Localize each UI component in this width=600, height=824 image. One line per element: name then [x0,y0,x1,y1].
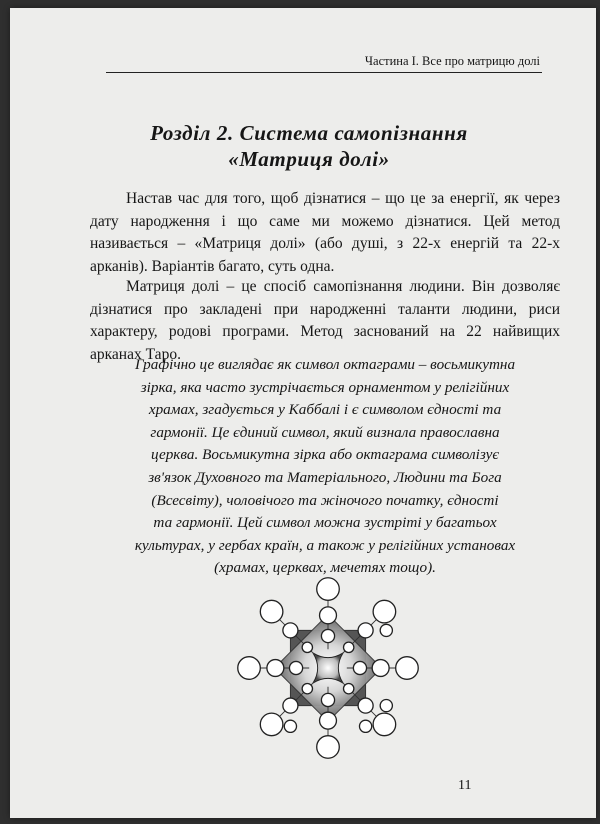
italic-line: церква. Восьмикутна зірка або октаграма символізує [150,446,499,464]
italic-quote-block [90,354,560,580]
paragraph-text: Матриця долі – це спосіб самопізнання людини. Він дозволяє дізнатися про закладені при народженні таланти людини, риси характеру, родові програми. Метод заснований на 22 найвищих арканах Таро. [90,278,560,363]
italic-line: та гармонії. Цей символ можна зустріті у багатьох [153,514,497,532]
body-paragraph-1 [90,188,560,278]
chapter-title-line-2: «Матриця долі» [228,147,390,171]
running-header: Частина I. Все про матрицю долі [364,54,540,68]
paragraph-text: Настав час для того, щоб дізнатися – що це за енергії, як через дату народження і що саме ми можемо дізнатися. Цей метод називається – «Матриця долі» (або душі, з 22-х енергій та 22-х арканів). Варіантів багато, суть одна. [90,190,560,275]
italic-line: зірка, яка часто зустрічається орнаментом у релігійних [140,378,510,396]
chapter-title [70,120,548,172]
header-rule [106,72,542,73]
book-page [10,8,596,818]
italic-line: зв'язок Духовного та Матеріального, Людини та Бога [148,468,502,486]
italic-line: (храмах, церквах, мечетях тощо). [214,559,436,577]
italic-line: храмах, згадується у Каббалі і є символом єдності та [148,401,502,419]
chapter-title-line-1: Розділ 2. Система самопізнання [150,121,468,145]
octagram-matrix-icon [234,574,422,762]
body-paragraph-2 [90,276,560,366]
italic-line: Графічно це виглядає як символ октаграми – восьмикутна [134,356,516,373]
italic-line: (Всесвіту), чоловічого та жіночого початку, єдності [151,491,499,509]
italic-line: гармонії. Це єдиний символ, який визнала православна [150,423,500,441]
page-number: 11 [458,778,472,793]
italic-line: культурах, у гербах країн, а також у релігійних установах [134,536,516,554]
